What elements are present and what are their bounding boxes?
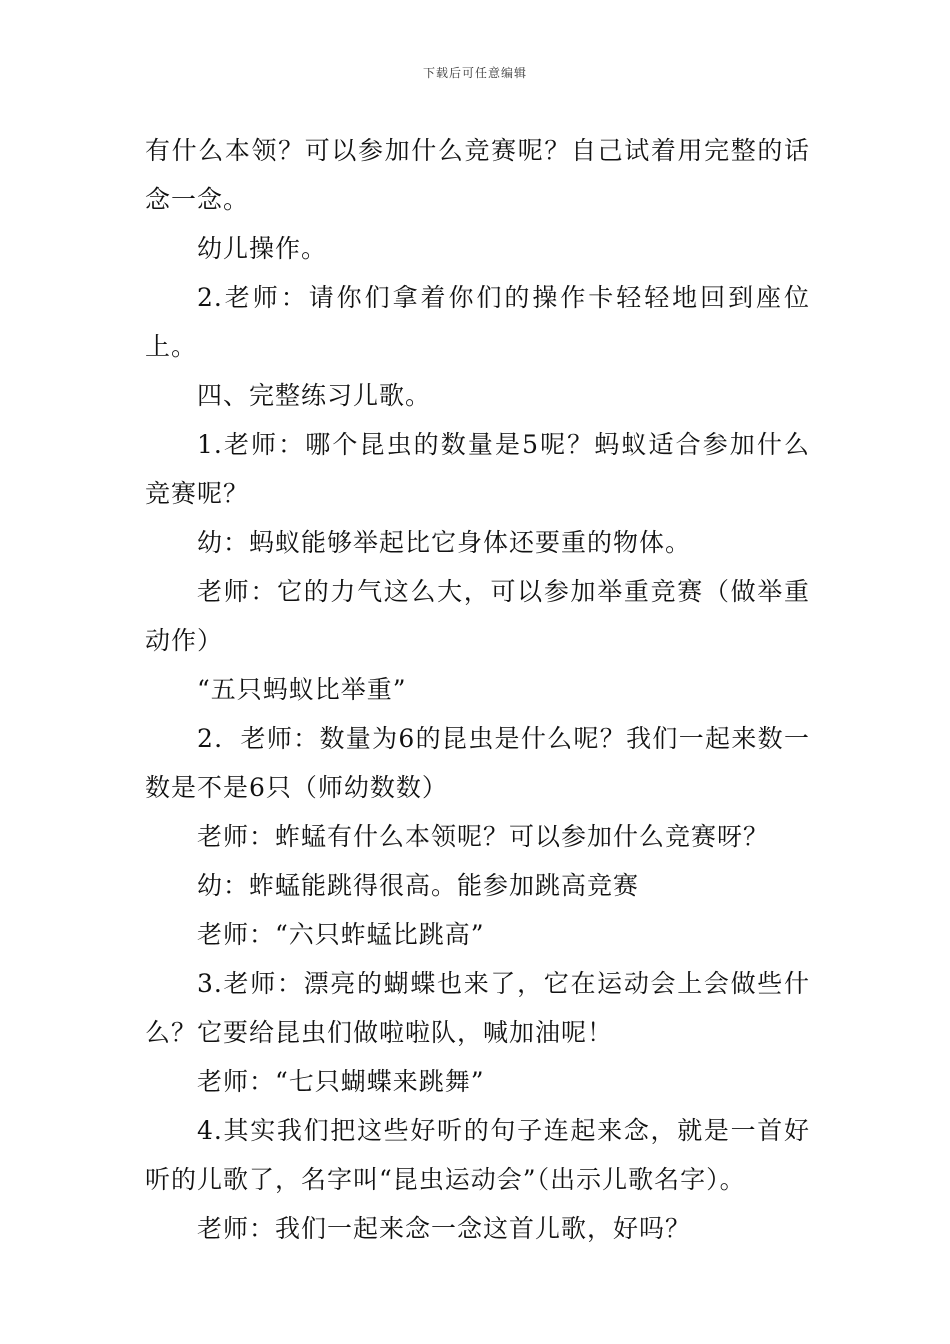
- paragraph-10: 老师：蚱蜢有什么本领呢？可以参加什么竞赛呀？: [197, 822, 770, 851]
- paragraph-5: 1.老师：哪个昆虫的数量是5呢？蚂蚁适合参加什么竞赛呢？: [145, 430, 810, 508]
- paragraph-11: 幼：蚱蜢能跳得很高。能参加跳高竞赛: [197, 871, 640, 900]
- page-header: 下载后可任意编辑: [422, 66, 527, 80]
- document-body: [145, 126, 810, 1253]
- paragraph-1: 有什么本领？可以参加什么竞赛呢？自己试着用完整的话念一念。: [145, 136, 810, 214]
- paragraph-6: 幼：蚂蚁能够举起比它身体还要重的物体。: [197, 528, 692, 557]
- paragraph-14: 老师：“七只蝴蝶来跳舞”: [197, 1067, 485, 1096]
- paragraph-4: 四、完整练习儿歌。: [197, 381, 432, 410]
- paragraph-12: 老师：“六只蚱蜢比跳高”: [197, 920, 485, 949]
- paragraph-13: 3.老师：漂亮的蝴蝶也来了，它在运动会上会做些什么？它要给昆虫们做啦啦队，喊加油呢！: [145, 969, 810, 1047]
- paragraph-7: 老师：它的力气这么大，可以参加举重竞赛（做举重动作）: [145, 577, 810, 655]
- paragraph-2: 幼儿操作。: [197, 234, 328, 263]
- paragraph-3: 2.老师：请你们拿着你们的操作卡轻轻地回到座位上。: [145, 283, 810, 361]
- paragraph-15: 4.其实我们把这些好听的句子连起来念，就是一首好听的儿歌了，名字叫“昆虫运动会”（出示儿歌名字）。: [145, 1116, 810, 1194]
- paragraph-9: 2．老师：数量为6的昆虫是什么呢？我们一起来数一数是不是6只（师幼数数）: [145, 724, 810, 802]
- paragraph-8: “五只蚂蚁比举重”: [197, 675, 407, 704]
- paragraph-16: 老师：我们一起来念一念这首儿歌，好吗？: [197, 1214, 692, 1243]
